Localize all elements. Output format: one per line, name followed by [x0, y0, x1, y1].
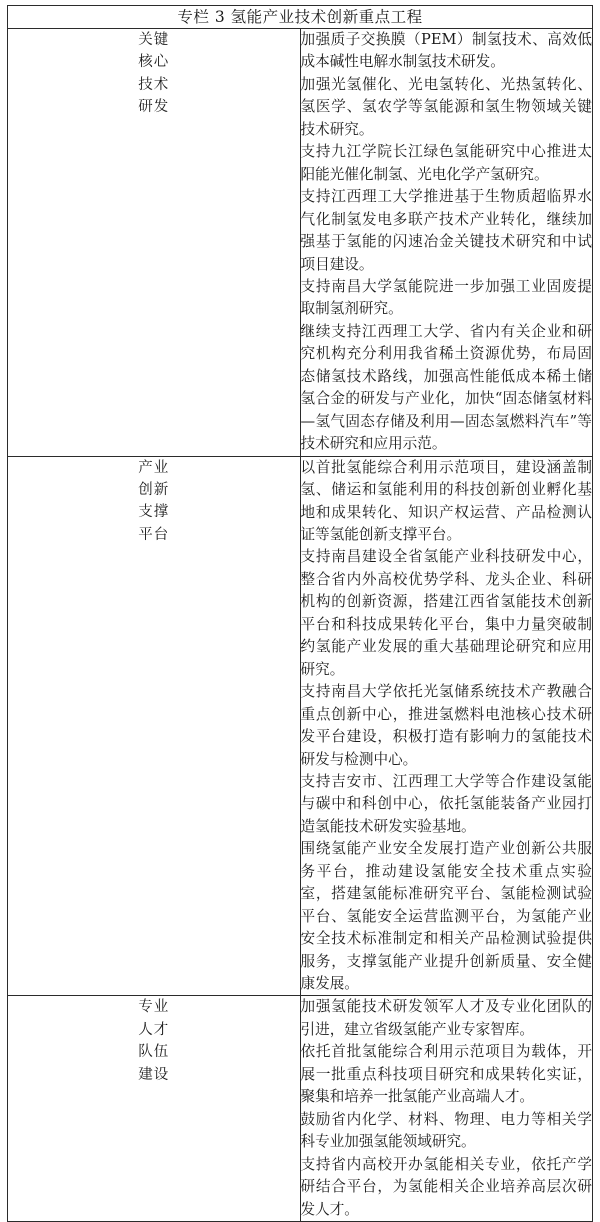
- content-paragraph: 继续支持江西理工大学、省内有关企业和研究机构充分利用我省稀土资源优势，布局固态储氢技术路线，加强高性能低成本稀土储氢合金的研发与产业化，加快“固态储氢材料—氢气固态存储及利用—固态氢燃料汽车”等技术研究和应用示范。: [300, 322, 592, 453]
- content-paragraph: 加强氢能技术研发领军人才及专业化团队的引进，建立省级氢能产业专家智库。: [300, 998, 592, 1038]
- content-paragraph: 以首批氢能综合利用示范项目，建设涵盖制氢、储运和氢能利用的科技创新创业孵化基地和成果转化、知识产权运营、产品检测认证等氢能创新支撑平台。: [300, 458, 592, 543]
- content-paragraph: 加强光氢催化、光电氢转化、光热氢转化、氢医学、氢农学等氢能源和氢生物领域关键技术研究。: [300, 75, 592, 138]
- row-content-talent-team-building: [300, 996, 593, 1222]
- table-title: [8, 6, 593, 29]
- row-label-line: 技术: [138, 76, 170, 93]
- content-paragraph: 支持九江学院长江绿色氢能研究中心推进太阳能光催化制氢、光电化学产氢研究。: [300, 143, 592, 183]
- table-title-row: [8, 6, 593, 29]
- table-row: [8, 996, 593, 1222]
- content-paragraph: 支持江西理工大学推进基于生物质超临界水气化制氢发电多联产技术产业转化，继续加强基于氢能的闪速冶金关键技术研究和中试项目建设。: [300, 188, 592, 273]
- content-paragraph: 支持吉安市、江西理工大学等合作建设氢能与碳中和科创中心，依托氢能装备产业园打造氢能技术研发实验基地。: [300, 772, 592, 835]
- table-body: [8, 6, 593, 1222]
- row-label-line: 关键: [138, 32, 170, 48]
- content-paragraph: 围绕氢能产业安全发展打造产业创新公共服务平台，推动建设氢能安全技术重点实验室，搭建氢能标准研究平台、氢能检测试验平台、氢能安全运营监测平台，为氢能产业安全技术标准制定和相关产品检测试验提供服务，支撑氢能产业提升创新质量、安全健康发展。: [300, 840, 592, 993]
- row-label-line: 队伍: [138, 1044, 170, 1061]
- table-row: [8, 456, 593, 996]
- content-paragraph: 支持南昌大学依托光氢储系统技术产教融合重点创新中心，推进氢燃料电池核心技术研发平台建设，积极打造有影响力的氢能技术研发与检测中心。: [300, 683, 592, 768]
- row-label-line: 平台: [138, 526, 170, 543]
- content-paragraph: 依托首批氢能综合利用示范项目为载体，开展一批重点科技项目研究和成果转化实证，聚集和培养一批氢能产业高端人才。: [300, 1043, 592, 1106]
- table-title-text: 专栏 3 氢能产业技术创新重点工程: [177, 8, 423, 26]
- row-label-talent-team-building: [8, 996, 301, 1222]
- row-label-line: 产业: [138, 459, 170, 476]
- row-label-line: 创新: [138, 482, 170, 499]
- content-paragraph: 加强质子交换膜（PEM）制氢技术、高效低成本碱性电解水制氢技术研发。: [300, 31, 592, 71]
- row-label-line: 支撑: [138, 504, 170, 521]
- table-row: [8, 29, 593, 457]
- content-paragraph: 鼓励省内化学、材料、物理、电力等相关学科专业加强氢能领域研究。: [300, 1110, 592, 1151]
- row-label-line: 核心: [138, 54, 170, 71]
- content-paragraph: 支持南昌建设全省氢能产业科技研发中心，整合省内外高校优势学科、龙头企业、科研机构的创新资源，搭建江西省氢能技术创新平台和科技成果转化平台，集中力量突破制约氢能产业发展的重大基础理论研究和应用研究。: [300, 548, 592, 678]
- row-label-key-core-tech-rnd: [8, 29, 301, 457]
- row-label-line: 研发: [138, 99, 170, 116]
- feature-column-table: [7, 5, 593, 1222]
- row-content-key-core-tech-rnd: [300, 29, 593, 457]
- row-content-industry-innovation-platform: [300, 456, 593, 996]
- row-label-line: 人才: [138, 1021, 170, 1038]
- row-label-industry-innovation-platform: [8, 456, 301, 996]
- content-paragraph: 支持南昌大学氢能院进一步加强工业固废提取制氢剂研究。: [300, 277, 592, 318]
- content-paragraph: 支持省内高校开办氢能相关专业，依托产学研结合平台，为氢能相关企业培养高层次研发人才。: [300, 1155, 592, 1218]
- row-label-line: 建设: [138, 1066, 170, 1083]
- row-label-line: 专业: [138, 999, 170, 1016]
